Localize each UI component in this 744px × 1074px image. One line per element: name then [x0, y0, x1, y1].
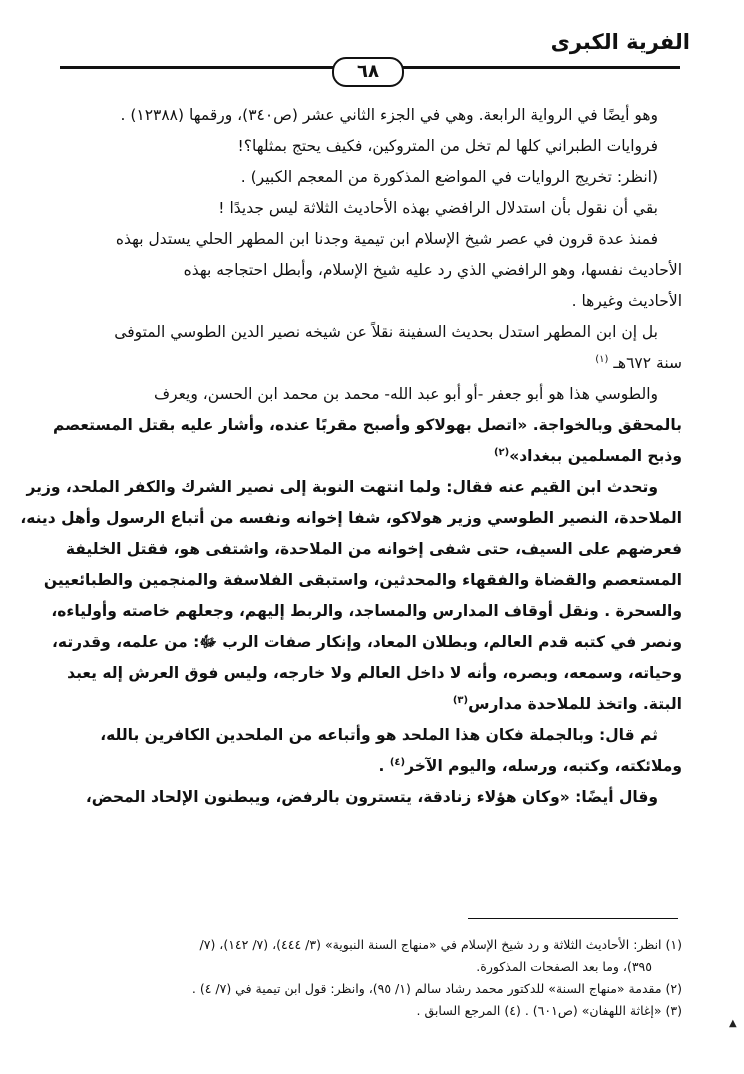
footnotes [58, 934, 682, 1022]
text-line: وملائكته، وكتبه، ورسله، واليوم الآخر$^{(٤)}$ . [378, 756, 682, 775]
text-line [58, 689, 682, 720]
footnote: ٣٩٥)، وما بعد الصفحات المذكورة. [476, 959, 652, 974]
paragraph [20, 472, 682, 720]
text-line [58, 441, 682, 472]
text-segment: وملائكته، وكتبه، ورسله، واليوم الآخر [405, 757, 682, 775]
text-line: بقي أن نقول بأن استدلال الرافضي بهذه الأحاديث الثلاثة ليس جديدًا ! [218, 199, 658, 217]
footnote: (١) انظر: الأحاديث الثلاثة و رد شيخ الإسلام في «منهاج السنة النبوية» (٣/ ٤٤٤)، (٧/ ١٤٢)، (٧/ [199, 937, 682, 952]
text-line: (انظر: تخريج الروايات في المواضع المذكورة من المعجم الكبير) . [240, 168, 658, 186]
text-line: ونصر في كتبه قدم العالم، وبطلان المعاد، وإنكار صفات الرب ﷻ: من علمه، وقدرته، [52, 633, 682, 651]
text-line: فروايات الطبراني كلها لم تخل من المتروكين، فكيف يحتج بمثلها؟! [237, 137, 658, 155]
text-line: فمنذ عدة قرون في عصر شيخ الإسلام ابن تيمية وجدنا ابن المطهر الحلي يستدل بهذه [115, 230, 658, 248]
text-line: والسحرة . ونقل أوقاف المدارس والمساجد، والربط إليهم، وجعلهم خاصته وأولياءه، [51, 602, 682, 620]
text-segment: البتة. واتخذ للملاحدة مدارس [468, 695, 682, 713]
text-line: ثم قال: وبالجملة فكان هذا الملحد هو وأتباعه من الملحدين الكافرين بالله، [100, 726, 658, 744]
main-text [20, 100, 682, 813]
page-number: ٦٨ [332, 57, 404, 87]
text-line: الأحاديث نفسها، وهو الرافضي الذي رد عليه شيخ الإسلام، وأبطل احتجاجه بهذه [183, 261, 682, 279]
paragraph [58, 131, 682, 162]
paragraph [58, 162, 682, 193]
footnote-ref: (٤) [389, 756, 406, 768]
paragraph [52, 379, 682, 472]
paragraph [58, 720, 682, 782]
footnote-rule [468, 918, 678, 919]
text-line: فعرضهم على السيف، حتى شفى إخوانه من الملاحدة، واشتفى هو، فقتل الخليفة [65, 540, 682, 558]
footnote: (٣) «إغاثة اللهفان» (ص٦٠١) . (٤) المرجع السابق . [416, 1003, 682, 1018]
paragraph [58, 782, 682, 813]
book-title: الفرية الكبرى [550, 30, 690, 54]
text-line: بل إن ابن المطهر استدل بحديث السفينة نقلاً عن شيخه نصير الدين الطوسي المتوفى [114, 323, 658, 341]
corner-mark-icon: ▲ [729, 1018, 737, 1029]
text-line: الأحاديث وغيرها . [571, 292, 682, 310]
text-line: بالمحقق وبالخواجة. «اتصل بهولاكو وأصبح مقربًا عنده، وأشار عليه بقتل المستعصم [52, 416, 682, 434]
paragraph [58, 224, 682, 317]
text-line: المستعصم والقضاة والفقهاء والمحدثين، واستبقى الفلاسفة والمنجمين والطبائعيين [43, 571, 682, 589]
text-line: وحياته، وسمعه، وبصره، وأنه لا داخل العالم ولا خارجه، وليس فوق العرش إله يعبد [67, 664, 682, 682]
paragraph [58, 100, 682, 131]
text-line: وقال أيضًا: «وكان هؤلاء زنادقة، يتسترون بالرفض، ويبطنون الإلحاد المحض، [85, 788, 658, 806]
text-line: وهو أيضًا في الرواية الرابعة. وهي في الجزء الثاني عشر (ص٣٤٠)، ورقمها (١٢٣٨٨) . [120, 106, 658, 124]
text-segment: وذبح المسلمين ببغداد» [509, 447, 682, 465]
paragraph [58, 193, 682, 224]
text-segment: سنة ٦٧٢هـ [613, 354, 682, 372]
text-line: والطوسي هذا هو أبو جعفر -أو أبو عبد الله- محمد بن محمد ابن الحسن، ويعرف [153, 385, 658, 403]
text-line [58, 348, 682, 379]
footnote-ref: (٢) [493, 446, 510, 458]
footnote-ref: (٣) [452, 694, 469, 706]
footnote: (٢) مقدمة «منهاج السنة» للدكتور محمد رشاد سالم (١/ ٩٥)، وانظر: قول ابن تيمية في (٧/ ٤) . [191, 981, 682, 996]
text-line: الملاحدة، النصير الطوسي وزير هولاكو، شفا إخوانه ونفسه من أتباع الرسول وأهل دينه، [20, 509, 682, 527]
text-line: وتحدث ابن القيم عنه فقال: ولما انتهت النوبة إلى نصير الشرك والكفر الملحد، وزير [26, 478, 658, 496]
paragraph [58, 317, 682, 379]
footnote-ref: (١) [595, 353, 609, 365]
